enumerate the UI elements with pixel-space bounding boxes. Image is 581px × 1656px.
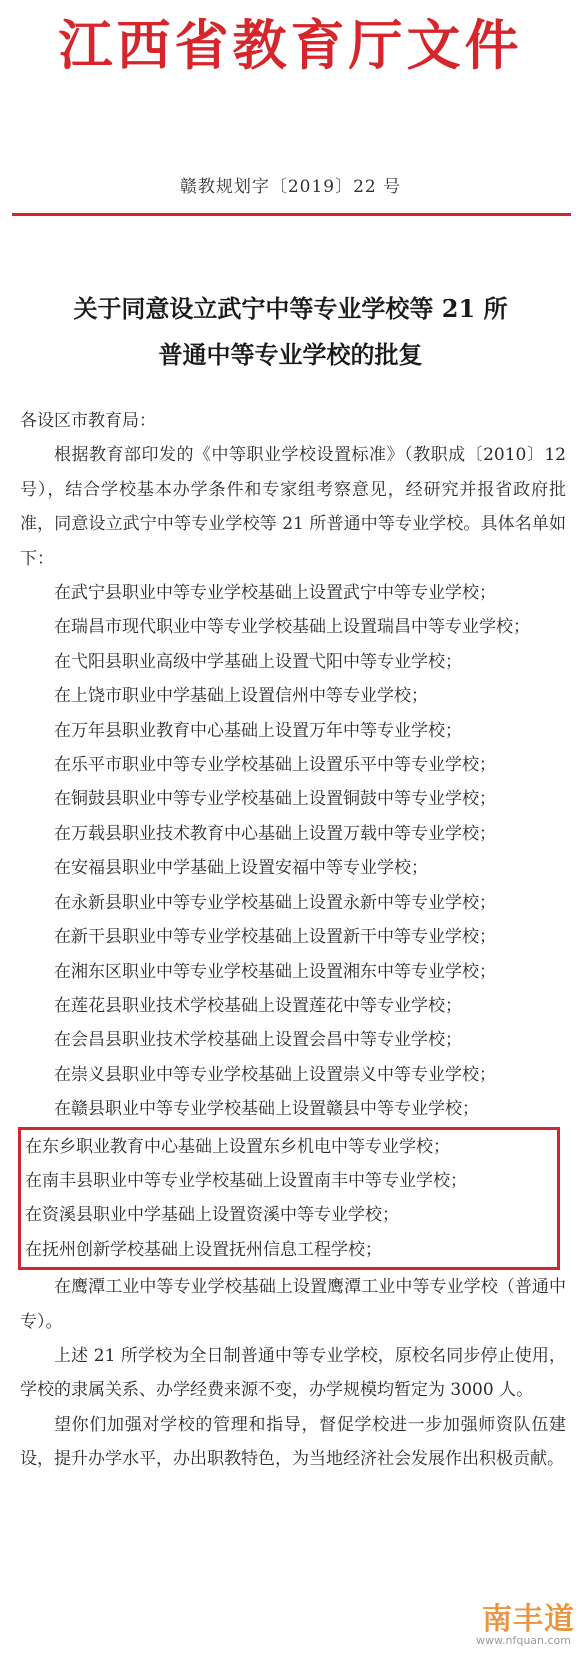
highlighted-school-list [18, 1127, 560, 1271]
school-list-item: 在湘东区职业中等专业学校基础上设置湘东中等专业学校； [54, 961, 496, 982]
school-list-item: 在抚州创新学校基础上设置抚州信息工程学校； [25, 1239, 382, 1260]
school-list-item: 在南丰县职业中等专业学校基础上设置南丰中等专业学校； [25, 1170, 467, 1191]
school-list-item: 在东乡职业教育中心基础上设置东乡机电中等专业学校； [25, 1136, 450, 1157]
school-list-item: 在瑞昌市现代职业中等专业学校基础上设置瑞昌中等专业学校； [54, 617, 530, 638]
intro-paragraph: 根据教育部印发的《中等职业学校设置标准》（教职成〔2010〕12 号），结合学校基本办学条件和专家组考察意见，经研究并报省政府批准，同意设立武宁中等专业学校等 21 所普通中等专业学校。具体名单如下： [20, 445, 566, 569]
school-list-item: 在永新县职业中等专业学校基础上设置永新中等专业学校； [54, 892, 496, 913]
paragraph-guidance: 望你们加强对学校的管理和指导，督促学校进一步加强师资队伍建设，提升办学水平，办出职教特色，为当地经济社会发展作出积极贡献。 [20, 1414, 566, 1470]
document-title-line-1: 关于同意设立武宁中等专业学校等 21 所 [73, 294, 508, 323]
school-list-item: 在赣县职业中等专业学校基础上设置赣县中等专业学校； [54, 1099, 479, 1120]
school-list-item: 在会昌县职业技术学校基础上设置会昌中等专业学校； [54, 1030, 462, 1051]
site-watermark [457, 1594, 575, 1652]
school-list-item: 在安福县职业中学基础上设置安福中等专业学校； [54, 858, 428, 879]
school-list-item: 在乐平市职业中等专业学校基础上设置乐平中等专业学校； [54, 755, 496, 776]
school-list-item: 在莲花县职业技术学校基础上设置莲花中等专业学校； [54, 995, 462, 1016]
school-list-item: 在崇义县职业中等专业学校基础上设置崇义中等专业学校； [54, 1064, 496, 1085]
document-body [20, 404, 566, 1477]
school-list-final [20, 1270, 566, 1339]
school-list-item: 在万年县职业教育中心基础上设置万年中等专业学校； [54, 720, 462, 741]
watermark-logo: 南丰道 [482, 1602, 575, 1637]
school-list [20, 576, 566, 1127]
document-title-line-2: 普通中等专业学校的批复 [158, 340, 423, 369]
document-number: 赣教规划字〔2019〕22 号 [179, 177, 402, 197]
salutation: 各设区市教育局： [20, 411, 156, 431]
document-header-title: 江西省教育厅文件 [58, 13, 523, 77]
school-list-item: 在武宁县职业中等专业学校基础上设置武宁中等专业学校； [54, 583, 496, 604]
school-list-item: 在资溪县职业中学基础上设置资溪中等专业学校； [25, 1205, 399, 1226]
school-list-item: 在鹰潭工业中等专业学校基础上设置鹰潭工业中等专业学校（普通中专）。 [20, 1277, 566, 1332]
document-title [0, 286, 581, 378]
watermark-url: www.nfquan.com [476, 1634, 571, 1647]
school-list-item: 在弋阳县职业高级中学基础上设置弋阳中等专业学校； [54, 651, 462, 672]
red-divider-line [12, 213, 571, 216]
school-list-item: 在新干县职业中等专业学校基础上设置新干中等专业学校； [54, 927, 496, 948]
paragraph-scale: 上述 21 所学校为全日制普通中等专业学校，原校名同步停止使用，学校的隶属关系、办学经费来源不变，办学规模均暂定为 3000 人。 [20, 1345, 566, 1401]
school-list-item: 在铜鼓县职业中等专业学校基础上设置铜鼓中等专业学校； [54, 789, 496, 810]
school-list-item: 在万载县职业技术教育中心基础上设置万载中等专业学校； [54, 823, 496, 844]
school-list-item: 在上饶市职业中学基础上设置信州中等专业学校； [54, 686, 428, 707]
